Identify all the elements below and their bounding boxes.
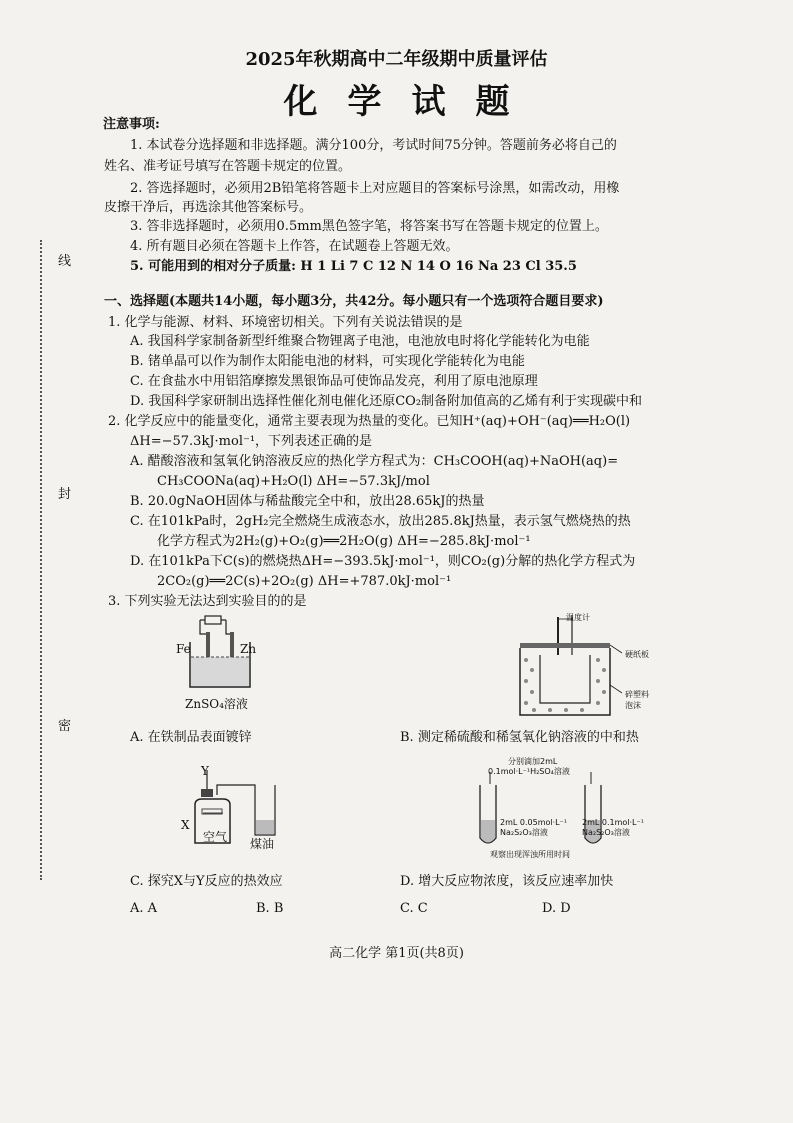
- solution-label: ZnSO₄溶液: [185, 697, 248, 711]
- binding-char: 密: [58, 719, 72, 734]
- x-label: X: [181, 818, 190, 832]
- foam-label-2: 泡沫: [625, 701, 641, 710]
- left-tube-label: 2mL 0.05mol·L⁻¹: [500, 818, 568, 827]
- note-line: 5. 可能用到的相对分子质量: H 1 Li 7 C 12 N 14 O 16 Na 23 Cl 35.5: [130, 259, 577, 274]
- note-line: 3. 答非选择题时，必须用0.5mm黑色签字笔，将答案书写在答题卡规定的位置上。: [130, 219, 608, 234]
- answer-choice: A. A: [130, 901, 158, 916]
- option: B. 20.0gNaOH固体与稀盐酸完全中和，放出28.65kJ的热量: [130, 494, 485, 509]
- fe-label: Fe: [176, 642, 191, 656]
- right-tube-label: 2mL 0.1mol·L⁻¹: [582, 818, 644, 827]
- exam-title: 2025年秋期高中二年级期中质量评估: [245, 49, 548, 70]
- note-line: 1. 本试卷分选择题和非选择题。满分100分，考试时间75分钟。答题前务必将自己的: [130, 138, 617, 153]
- air-label: 空气: [203, 830, 228, 844]
- oil-label: 煤油: [250, 837, 275, 851]
- question-stem: 2. 化学反应中的能量变化，通常主要表现为热量的变化。已知H⁺(aq)+OH⁻(aq)══H₂O(l): [108, 414, 631, 429]
- foam-label-1: 碎塑料: [625, 690, 649, 699]
- y-label: Y: [201, 764, 209, 778]
- note-line: 2. 答选择题时，必须用2B铅笔将答题卡上对应题目的答案标号涂黑，如需改动，用橡: [130, 181, 620, 196]
- reagent-label: 分别滴加2mL: [508, 757, 558, 766]
- right-tube-label: Na₂S₂O₃溶液: [582, 828, 630, 837]
- figure-caption: A. 在铁制品表面镀锌: [130, 730, 252, 745]
- left-tube-label: Na₂S₂O₃溶液: [500, 828, 548, 837]
- option: 化学方程式为2H₂(g)+O₂(g)══2H₂O(g) ΔH=−285.8kJ·mol⁻¹: [157, 534, 531, 549]
- question-stem: 3. 下列实验无法达到实验目的的是: [108, 594, 307, 609]
- zn-label: Zn: [240, 642, 257, 656]
- figure-caption: D. 增大反应物浓度，该反应速率加快: [400, 874, 614, 889]
- observation-label: 观察出现浑浊所用时间: [490, 850, 570, 859]
- reagent-label: 0.1mol·L⁻¹H₂SO₄溶液: [488, 767, 570, 776]
- note-line: 皮擦干净后，再选涂其他答案标号。: [104, 200, 313, 215]
- question-stem: ΔH=−57.3kJ·mol⁻¹，下列表述正确的是: [130, 434, 373, 449]
- board-label: 硬纸板: [625, 650, 649, 659]
- subject-title: 化学试题: [283, 82, 540, 122]
- option: C. 在101kPa时，2gH₂完全燃烧生成液态水，放出285.8kJ热量，表示氢气燃烧热的热: [130, 514, 631, 529]
- option: D. 在101kPa下C(s)的燃烧热ΔH=−393.5kJ·mol⁻¹，则CO₂(g)分解的热化学方程式为: [130, 554, 636, 569]
- thermal-effect-figure: [175, 765, 295, 850]
- option: CH₃COONa(aq)+H₂O(l) ΔH=−57.3kJ/mol: [157, 474, 430, 489]
- answer-choice: D. D: [542, 901, 571, 916]
- option: 2CO₂(g)══2C(s)+2O₂(g) ΔH=+787.0kJ·mol⁻¹: [157, 574, 452, 589]
- figure-caption: B. 测定稀硫酸和稀氢氧化钠溶液的中和热: [400, 730, 639, 745]
- option: D. 我国科学家研制出选择性催化剂电催化还原CO₂制备附加值高的乙烯有利于实现碳中和: [130, 394, 643, 409]
- kerosene-fill: [256, 820, 274, 834]
- section-heading: 一、选择题(本题共14小题，每小题3分，共42分。每小题只有一个选项符合题目要求): [104, 294, 604, 309]
- binding-line: [40, 240, 42, 880]
- note-line: 姓名、准考证号填写在答题卡规定的位置。: [104, 159, 352, 174]
- power-supply-icon: [205, 616, 221, 624]
- solution-fill: [191, 657, 249, 686]
- option: A. 醋酸溶液和氢氧化钠溶液反应的热化学方程式为：CH₃COOH(aq)+NaOH(aq)=: [130, 454, 619, 469]
- answer-choice: B. B: [256, 901, 284, 916]
- calorimeter-figure: [510, 615, 630, 720]
- inner-beaker: [540, 655, 590, 703]
- binding-char: 线: [58, 254, 72, 269]
- question-stem: 1. 化学与能源、材料、环境密切相关。下列有关说法错误的是: [108, 315, 463, 330]
- note-line: 4. 所有题目必须在答题卡上作答，在试题卷上答题无效。: [130, 239, 459, 254]
- option: A. 我国科学家制备新型纤维聚合物锂离子电池，电池放电时将化学能转化为电能: [130, 334, 590, 349]
- answer-choice: C. C: [400, 901, 428, 916]
- cardboard-lid: [520, 643, 610, 648]
- notes-heading: 注意事项:: [103, 117, 160, 132]
- thermometer-label: 温度计: [566, 613, 590, 622]
- figure-caption: C. 探究X与Y反应的热效应: [130, 874, 283, 889]
- option: C. 在食盐水中用铝箔摩擦发黑银饰品可使饰品发亮，利用了原电池原理: [130, 374, 538, 389]
- page-footer: 高二化学 第1页(共8页): [329, 946, 464, 961]
- option: B. 锗单晶可以作为制作太阳能电池的材料，可实现化学能转化为电能: [130, 354, 525, 369]
- reaction-rate-figure: [460, 770, 620, 855]
- binding-char: 封: [58, 487, 72, 502]
